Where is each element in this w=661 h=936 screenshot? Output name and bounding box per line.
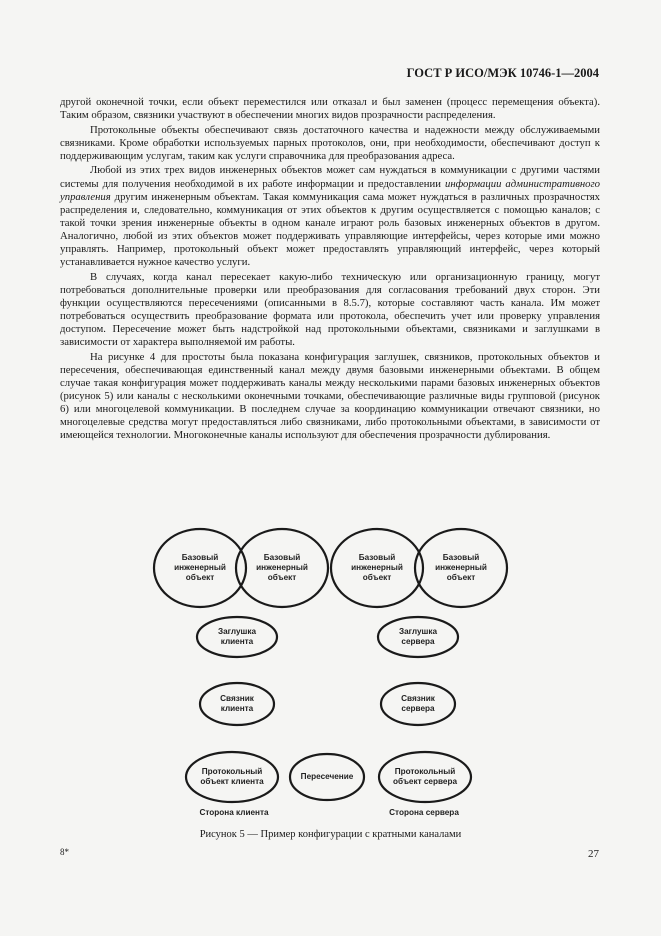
label-line: объект: [267, 573, 297, 582]
label-line: инженерный: [351, 563, 403, 572]
label-line: Заглушка: [217, 627, 257, 636]
label-line: Базовый: [442, 553, 480, 562]
label-line: объект клиента: [200, 777, 264, 786]
label-stub-client: [218, 627, 256, 647]
paragraph-4: В случаях, когда канал пересекает какую-либо техническую или организационную границу, могут потребоваться дополнительные проверки или преобразования для согласования требований двух сторон. Эти функции осуществляются пересечениями (описанными в 8.5.7), которые составляют часть канала. Им может потребоваться осуществить преобразование формата или протокола, обеспечить учет или проверку управления доступом. Пересечение может быть надстройкой над протокольными объектами, связниками и заглушками в зависимости от характера выполняемой им работы.: [60, 270, 600, 349]
document-header: ГОСТ Р ИСО/МЭК 10746-1—2004: [406, 66, 599, 80]
label-line: Базовый: [263, 553, 301, 562]
label-line: Базовый: [181, 553, 219, 562]
label-beo-4: [435, 553, 487, 583]
label-line: клиента: [220, 704, 254, 713]
label-line: объект: [446, 573, 476, 582]
label-stub-server: [399, 627, 437, 647]
label-binder-server: [401, 694, 435, 714]
paragraph-3-part-2: другим инженерным объектам. Такая коммуникация сама может нуждаться в различных прозрачностях распределения и, следовательно, коммуникация от этих объектов к другим осуществляется с помощью каналов; с такой точки зрения инженерные объекты в одном канале играют роль базовых инженерных объектов в другом. Аналогично, любой из этих объектов может поддерживать управляющие интерфейсы, через которые ими можно управлять. Например, протокольный объект может предоставлять управляющий интерфейс, через который устанавливается нужное качество услуги.: [60, 190, 600, 269]
label-line: инженерный: [256, 563, 308, 572]
label-line: Базовый: [358, 553, 396, 562]
label-beo-2: [256, 553, 308, 583]
paragraph-3-part-1: Любой из этих трех видов инженерных объектов может сам нуждаться в коммуникации с другими частями системы для получения необходимой в их работе информации и предоставлении: [60, 164, 600, 190]
paragraph-2: Протокольные объекты обеспечивают связь достаточного качества и надежности между обслуживаемыми связниками. Кроме обработки используемых парных протоколов, они, при необходимости, обеспечивают доступ к поддерживающим услугам, таким как услуги справочника для преобразования адреса.: [60, 123, 600, 162]
label-proto-client: [200, 767, 263, 787]
label-line: объект: [185, 573, 215, 582]
label-line: Протокольный: [394, 767, 456, 776]
signature-mark: 8*: [60, 847, 69, 857]
label-line: объект: [362, 573, 392, 582]
label-beo-3: [351, 553, 403, 583]
label-line: сервера: [401, 637, 435, 646]
label-line: клиента: [220, 637, 254, 646]
figure-caption: Рисунок 5 — Пример конфигурации с кратными каналами: [199, 829, 462, 840]
label-line: Пересечение: [300, 772, 354, 781]
label-binder-client: [220, 694, 254, 714]
label-beo-1: [174, 553, 226, 583]
label-line: объект сервера: [393, 777, 457, 786]
label-line: Связник: [220, 694, 254, 703]
label-line: Протокольный: [201, 767, 263, 776]
label-line: Заглушка: [398, 627, 438, 636]
label-line: инженерный: [174, 563, 226, 572]
label-line: инженерный: [435, 563, 487, 572]
server-side-label: Сторона сервера: [389, 808, 459, 817]
page-number: 27: [588, 848, 599, 860]
label-line: сервера: [401, 704, 435, 713]
paragraph-3-italic-term: информации административного управления: [60, 177, 601, 203]
client-side-label: Сторона клиента: [199, 808, 269, 817]
paragraph-5: На рисунке 4 для простоты была показана конфигурация заглушек, связников, протокольных объектов и пересечения, обеспечивающая единственный канал между двумя базовыми инженерными объектами. В общем случае такая конфигурация может поддерживать каналы между несколькими парами базовых инженерных объектов (рисунок 5) или каналы с несколькими оконечными точками, обеспечивающие различные виды групповой (рисунок 6) или многоцелевой коммуникации. В последнем случае за координацию коммуникации отвечают связники, но многоцелевые средства могут предоставляться либо связниками, либо протокольными объектами, в зависимости от имеющейся технологии. Многоконечные каналы используют для обеспечения прозрачности дублирования.: [60, 350, 600, 442]
label-proto-server: [393, 767, 457, 787]
label-interceptor: [301, 772, 354, 782]
paragraph-1: другой оконечной точки, если объект переместился или отказал и был заменен (процесс перемещения объекта). Таким образом, связники участвуют в обеспечении многих видов прозрачности распределения.: [60, 96, 600, 122]
label-line: Связник: [401, 694, 435, 703]
